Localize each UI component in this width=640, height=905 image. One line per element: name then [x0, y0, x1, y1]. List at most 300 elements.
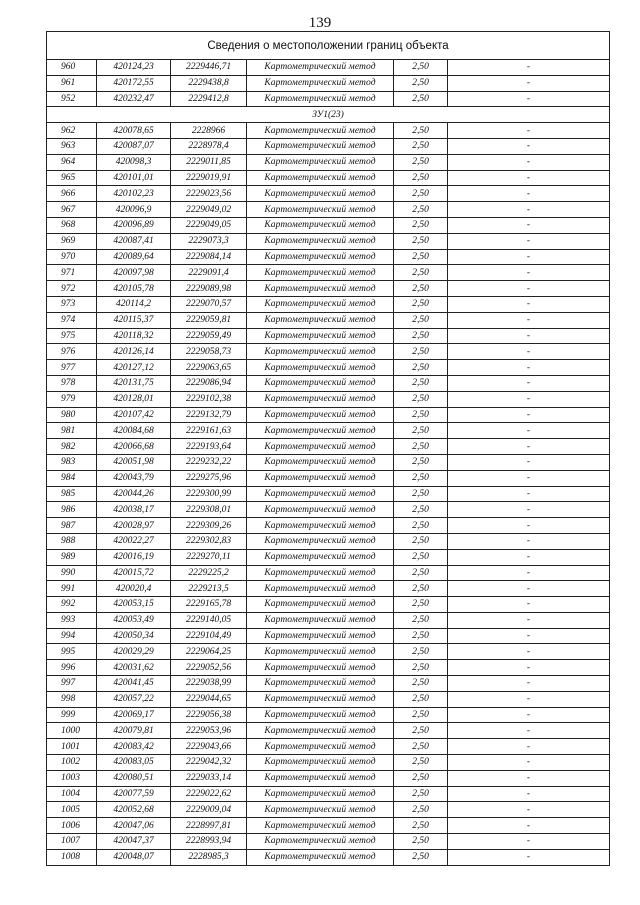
cell-method: Картометрический метод: [247, 644, 394, 660]
cell-coord-x: 420232,47: [97, 91, 171, 107]
cell-description: -: [448, 170, 610, 186]
cell-method: Картометрический метод: [247, 707, 394, 723]
cell-description: -: [448, 612, 610, 628]
cell-coord-x: 420057,22: [97, 691, 171, 707]
cell-point-number: 998: [47, 691, 97, 707]
cell-description: -: [448, 439, 610, 455]
cell-accuracy: 2,50: [394, 739, 448, 755]
cell-point-number: 977: [47, 360, 97, 376]
cell-coord-x: 420089,64: [97, 249, 171, 265]
cell-coord-y: 2229091,4: [171, 265, 247, 281]
cell-description: -: [448, 691, 610, 707]
cell-point-number: 979: [47, 391, 97, 407]
cell-method: Картометрический метод: [247, 360, 394, 376]
cell-method: Картометрический метод: [247, 75, 394, 91]
cell-accuracy: 2,50: [394, 502, 448, 518]
table-row: [47, 770, 610, 786]
cell-description: -: [448, 786, 610, 802]
cell-method: Картометрический метод: [247, 328, 394, 344]
cell-method: Картометрический метод: [247, 849, 394, 865]
cell-coord-y: 2229011,85: [171, 154, 247, 170]
cell-method: Картометрический метод: [247, 186, 394, 202]
cell-accuracy: 2,50: [394, 249, 448, 265]
cell-point-number: 969: [47, 233, 97, 249]
cell-coord-y: 2229193,64: [171, 439, 247, 455]
cell-accuracy: 2,50: [394, 233, 448, 249]
table-row: [47, 217, 610, 233]
cell-point-number: 1002: [47, 755, 97, 771]
cell-method: Картометрический метод: [247, 138, 394, 154]
cell-description: -: [448, 186, 610, 202]
cell-coord-x: 420097,98: [97, 265, 171, 281]
cell-coord-x: 420044,26: [97, 486, 171, 502]
table-row: [47, 581, 610, 597]
cell-coord-y: 2229309,26: [171, 518, 247, 534]
cell-coord-x: 420105,78: [97, 281, 171, 297]
cell-description: -: [448, 138, 610, 154]
cell-point-number: 961: [47, 75, 97, 91]
cell-description: -: [448, 360, 610, 376]
cell-method: Картометрический метод: [247, 676, 394, 692]
cell-description: -: [448, 407, 610, 423]
cell-coord-x: 420124,23: [97, 60, 171, 76]
table-row: [47, 723, 610, 739]
cell-coord-y: 2229058,73: [171, 344, 247, 360]
table-row: [47, 265, 610, 281]
cell-coord-x: 420079,81: [97, 723, 171, 739]
cell-coord-x: 420078,65: [97, 123, 171, 139]
cell-method: Картометрический метод: [247, 502, 394, 518]
cell-point-number: 974: [47, 312, 97, 328]
table-row: [47, 454, 610, 470]
cell-coord-x: 420080,51: [97, 770, 171, 786]
cell-point-number: 981: [47, 423, 97, 439]
cell-coord-y: 2229049,05: [171, 217, 247, 233]
cell-accuracy: 2,50: [394, 265, 448, 281]
table-row: [47, 375, 610, 391]
cell-coord-x: 420043,79: [97, 470, 171, 486]
cell-point-number: 975: [47, 328, 97, 344]
cell-coord-y: 2229070,57: [171, 296, 247, 312]
table-row: [47, 138, 610, 154]
cell-coord-x: 420052,68: [97, 802, 171, 818]
cell-method: Картометрический метод: [247, 233, 394, 249]
cell-accuracy: 2,50: [394, 755, 448, 771]
cell-coord-x: 420047,37: [97, 834, 171, 850]
cell-coord-x: 420053,15: [97, 597, 171, 613]
cell-point-number: 980: [47, 407, 97, 423]
cell-method: Картометрический метод: [247, 786, 394, 802]
table-row: [47, 755, 610, 771]
cell-point-number: 973: [47, 296, 97, 312]
cell-method: Картометрический метод: [247, 407, 394, 423]
cell-description: -: [448, 770, 610, 786]
cell-coord-y: 2229043,66: [171, 739, 247, 755]
table-row: [47, 170, 610, 186]
cell-method: Картометрический метод: [247, 91, 394, 107]
table-row: [47, 391, 610, 407]
cell-point-number: 965: [47, 170, 97, 186]
table-row: [47, 486, 610, 502]
cell-coord-x: 420128,01: [97, 391, 171, 407]
cell-description: -: [448, 565, 610, 581]
cell-method: Картометрический метод: [247, 628, 394, 644]
cell-coord-y: 2229132,79: [171, 407, 247, 423]
cell-method: Картометрический метод: [247, 565, 394, 581]
cell-coord-y: 2229023,56: [171, 186, 247, 202]
table-row: [47, 802, 610, 818]
cell-coord-y: 2229084,14: [171, 249, 247, 265]
cell-coord-x: 420069,17: [97, 707, 171, 723]
cell-description: -: [448, 834, 610, 850]
cell-accuracy: 2,50: [394, 707, 448, 723]
cell-description: -: [448, 660, 610, 676]
cell-point-number: 986: [47, 502, 97, 518]
cell-accuracy: 2,50: [394, 597, 448, 613]
cell-description: -: [448, 597, 610, 613]
cell-point-number: 976: [47, 344, 97, 360]
cell-coord-x: 420126,14: [97, 344, 171, 360]
cell-method: Картометрический метод: [247, 723, 394, 739]
cell-coord-x: 420051,98: [97, 454, 171, 470]
cell-method: Картометрический метод: [247, 612, 394, 628]
cell-description: -: [448, 328, 610, 344]
cell-coord-y: 2229059,49: [171, 328, 247, 344]
cell-coord-y: 2229049,02: [171, 202, 247, 218]
cell-coord-x: 420114,2: [97, 296, 171, 312]
cell-point-number: 966: [47, 186, 97, 202]
cell-coord-y: 2229059,81: [171, 312, 247, 328]
cell-accuracy: 2,50: [394, 217, 448, 233]
cell-description: -: [448, 755, 610, 771]
cell-accuracy: 2,50: [394, 407, 448, 423]
cell-method: Картометрический метод: [247, 391, 394, 407]
cell-description: -: [448, 423, 610, 439]
cell-coord-x: 420041,45: [97, 676, 171, 692]
cell-method: Картометрический метод: [247, 454, 394, 470]
cell-coord-x: 420053,49: [97, 612, 171, 628]
cell-point-number: 993: [47, 612, 97, 628]
cell-accuracy: 2,50: [394, 691, 448, 707]
cell-method: Картометрический метод: [247, 123, 394, 139]
cell-accuracy: 2,50: [394, 439, 448, 455]
cell-coord-y: 2229270,11: [171, 549, 247, 565]
table-row: [47, 707, 610, 723]
cell-accuracy: 2,50: [394, 660, 448, 676]
cell-accuracy: 2,50: [394, 360, 448, 376]
cell-accuracy: 2,50: [394, 328, 448, 344]
cell-point-number: 1003: [47, 770, 97, 786]
cell-coord-y: 2229052,56: [171, 660, 247, 676]
table-row: [47, 91, 610, 107]
cell-accuracy: 2,50: [394, 138, 448, 154]
cell-coord-y: 2229213,5: [171, 581, 247, 597]
cell-method: Картометрический метод: [247, 423, 394, 439]
table-row: [47, 849, 610, 865]
table-row: [47, 439, 610, 455]
cell-description: -: [448, 233, 610, 249]
cell-point-number: 982: [47, 439, 97, 455]
cell-accuracy: 2,50: [394, 454, 448, 470]
cell-accuracy: 2,50: [394, 375, 448, 391]
table-row: [47, 739, 610, 755]
cell-coord-x: 420083,05: [97, 755, 171, 771]
section-label: ЗУ1(23): [47, 107, 610, 123]
cell-coord-y: 2229232,22: [171, 454, 247, 470]
cell-method: Картометрический метод: [247, 486, 394, 502]
cell-coord-y: 2229140,05: [171, 612, 247, 628]
cell-description: -: [448, 265, 610, 281]
table-row: [47, 407, 610, 423]
cell-accuracy: 2,50: [394, 518, 448, 534]
table-row: [47, 328, 610, 344]
section-row: [47, 107, 610, 123]
cell-accuracy: 2,50: [394, 834, 448, 850]
cell-point-number: 1001: [47, 739, 97, 755]
cell-point-number: 968: [47, 217, 97, 233]
table-row: [47, 834, 610, 850]
cell-point-number: 987: [47, 518, 97, 534]
cell-coord-y: 2229275,96: [171, 470, 247, 486]
cell-coord-x: 420048,07: [97, 849, 171, 865]
cell-coord-x: 420096,9: [97, 202, 171, 218]
table-row: [47, 818, 610, 834]
cell-accuracy: 2,50: [394, 786, 448, 802]
table-row: [47, 296, 610, 312]
cell-accuracy: 2,50: [394, 281, 448, 297]
cell-description: -: [448, 849, 610, 865]
cell-description: -: [448, 533, 610, 549]
cell-accuracy: 2,50: [394, 344, 448, 360]
cell-description: -: [448, 470, 610, 486]
table-row: [47, 281, 610, 297]
cell-point-number: 1004: [47, 786, 97, 802]
table-row: [47, 660, 610, 676]
cell-accuracy: 2,50: [394, 423, 448, 439]
table-title-row: [47, 32, 610, 60]
cell-coord-x: 420029,29: [97, 644, 171, 660]
cell-description: -: [448, 391, 610, 407]
cell-coord-x: 420087,41: [97, 233, 171, 249]
cell-description: -: [448, 375, 610, 391]
cell-method: Картометрический метод: [247, 818, 394, 834]
cell-accuracy: 2,50: [394, 802, 448, 818]
cell-coord-y: 2229446,71: [171, 60, 247, 76]
cell-point-number: 997: [47, 676, 97, 692]
cell-coord-y: 2229053,96: [171, 723, 247, 739]
table-row: [47, 423, 610, 439]
cell-accuracy: 2,50: [394, 391, 448, 407]
cell-coord-x: 420066,68: [97, 439, 171, 455]
cell-accuracy: 2,50: [394, 296, 448, 312]
cell-method: Картометрический метод: [247, 755, 394, 771]
table-row: [47, 565, 610, 581]
cell-coord-y: 2229033,14: [171, 770, 247, 786]
table-row: [47, 518, 610, 534]
cell-coord-x: 420083,42: [97, 739, 171, 755]
cell-coord-x: 420016,19: [97, 549, 171, 565]
cell-point-number: 995: [47, 644, 97, 660]
table-row: [47, 344, 610, 360]
cell-point-number: 1007: [47, 834, 97, 850]
cell-description: -: [448, 217, 610, 233]
cell-description: -: [448, 249, 610, 265]
cell-accuracy: 2,50: [394, 849, 448, 865]
cell-coord-y: 2229022,62: [171, 786, 247, 802]
table-row: [47, 597, 610, 613]
cell-coord-x: 420020,4: [97, 581, 171, 597]
table-row: [47, 676, 610, 692]
cell-point-number: 963: [47, 138, 97, 154]
cell-accuracy: 2,50: [394, 470, 448, 486]
cell-method: Картометрический метод: [247, 439, 394, 455]
cell-description: -: [448, 123, 610, 139]
cell-method: Картометрический метод: [247, 581, 394, 597]
cell-point-number: 994: [47, 628, 97, 644]
cell-method: Картометрический метод: [247, 281, 394, 297]
cell-description: -: [448, 296, 610, 312]
table-row: [47, 123, 610, 139]
cell-description: -: [448, 518, 610, 534]
cell-method: Картометрический метод: [247, 470, 394, 486]
table-row: [47, 502, 610, 518]
cell-coord-x: 420087,07: [97, 138, 171, 154]
cell-accuracy: 2,50: [394, 75, 448, 91]
cell-point-number: 962: [47, 123, 97, 139]
cell-description: -: [448, 581, 610, 597]
cell-description: -: [448, 91, 610, 107]
cell-coord-y: 2229412,8: [171, 91, 247, 107]
cell-accuracy: 2,50: [394, 549, 448, 565]
cell-description: -: [448, 644, 610, 660]
cell-coord-x: 420022,27: [97, 533, 171, 549]
cell-coord-y: 2229102,38: [171, 391, 247, 407]
cell-coord-y: 2229225,2: [171, 565, 247, 581]
cell-accuracy: 2,50: [394, 770, 448, 786]
cell-method: Картометрический метод: [247, 770, 394, 786]
cell-accuracy: 2,50: [394, 154, 448, 170]
cell-method: Картометрический метод: [247, 265, 394, 281]
cell-method: Картометрический метод: [247, 217, 394, 233]
cell-method: Картометрический метод: [247, 597, 394, 613]
cell-description: -: [448, 281, 610, 297]
cell-accuracy: 2,50: [394, 565, 448, 581]
cell-coord-x: 420038,17: [97, 502, 171, 518]
cell-description: -: [448, 344, 610, 360]
cell-coord-x: 420118,32: [97, 328, 171, 344]
cell-description: -: [448, 739, 610, 755]
page-number: 139: [308, 15, 332, 31]
cell-description: -: [448, 676, 610, 692]
cell-accuracy: 2,50: [394, 818, 448, 834]
cell-accuracy: 2,50: [394, 533, 448, 549]
cell-accuracy: 2,50: [394, 91, 448, 107]
cell-coord-x: 420098,3: [97, 154, 171, 170]
cell-coord-x: 420077,59: [97, 786, 171, 802]
cell-method: Картометрический метод: [247, 296, 394, 312]
table-row: [47, 786, 610, 802]
cell-point-number: 992: [47, 597, 97, 613]
table-row: [47, 644, 610, 660]
table-row: [47, 60, 610, 76]
table-row: [47, 233, 610, 249]
cell-point-number: 1000: [47, 723, 97, 739]
cell-coord-y: 2229042,32: [171, 755, 247, 771]
cell-coord-y: 2229302,83: [171, 533, 247, 549]
cell-coord-y: 2229089,98: [171, 281, 247, 297]
cell-coord-x: 420031,62: [97, 660, 171, 676]
cell-coord-y: 2228997,81: [171, 818, 247, 834]
cell-method: Картометрический метод: [247, 60, 394, 76]
cell-description: -: [448, 723, 610, 739]
cell-method: Картометрический метод: [247, 660, 394, 676]
cell-point-number: 983: [47, 454, 97, 470]
cell-point-number: 1005: [47, 802, 97, 818]
cell-point-number: 964: [47, 154, 97, 170]
cell-point-number: 970: [47, 249, 97, 265]
cell-method: Картометрический метод: [247, 249, 394, 265]
cell-coord-y: 2228966: [171, 123, 247, 139]
cell-method: Картометрический метод: [247, 802, 394, 818]
cell-coord-y: 2229038,99: [171, 676, 247, 692]
cell-description: -: [448, 549, 610, 565]
cell-coord-y: 2229056,38: [171, 707, 247, 723]
cell-point-number: 989: [47, 549, 97, 565]
table-row: [47, 186, 610, 202]
cell-method: Картометрический метод: [247, 533, 394, 549]
cell-method: Картометрический метод: [247, 344, 394, 360]
cell-point-number: 971: [47, 265, 97, 281]
cell-accuracy: 2,50: [394, 312, 448, 328]
cell-method: Картометрический метод: [247, 739, 394, 755]
cell-point-number: 1006: [47, 818, 97, 834]
cell-point-number: 960: [47, 60, 97, 76]
cell-method: Картометрический метод: [247, 375, 394, 391]
cell-accuracy: 2,50: [394, 644, 448, 660]
cell-coord-x: 420127,12: [97, 360, 171, 376]
cell-description: -: [448, 202, 610, 218]
cell-coord-y: 2229044,65: [171, 691, 247, 707]
cell-accuracy: 2,50: [394, 202, 448, 218]
cell-point-number: 978: [47, 375, 97, 391]
table-row: [47, 202, 610, 218]
cell-accuracy: 2,50: [394, 612, 448, 628]
cell-description: -: [448, 486, 610, 502]
cell-description: -: [448, 628, 610, 644]
table-row: [47, 312, 610, 328]
table-row: [47, 628, 610, 644]
cell-point-number: 972: [47, 281, 97, 297]
cell-method: Картометрический метод: [247, 518, 394, 534]
cell-point-number: 984: [47, 470, 97, 486]
cell-coord-x: 420047,06: [97, 818, 171, 834]
cell-description: -: [448, 312, 610, 328]
cell-accuracy: 2,50: [394, 676, 448, 692]
cell-accuracy: 2,50: [394, 628, 448, 644]
table-row: [47, 470, 610, 486]
cell-coord-y: 2229009,04: [171, 802, 247, 818]
cell-coord-x: 420101,01: [97, 170, 171, 186]
cell-coord-y: 2229438,8: [171, 75, 247, 91]
cell-coord-y: 2228978,4: [171, 138, 247, 154]
cell-coord-x: 420015,72: [97, 565, 171, 581]
cell-coord-y: 2229063,65: [171, 360, 247, 376]
cell-description: -: [448, 802, 610, 818]
cell-coord-y: 2228985,3: [171, 849, 247, 865]
cell-description: -: [448, 60, 610, 76]
cell-coord-x: 420102,23: [97, 186, 171, 202]
cell-point-number: 967: [47, 202, 97, 218]
